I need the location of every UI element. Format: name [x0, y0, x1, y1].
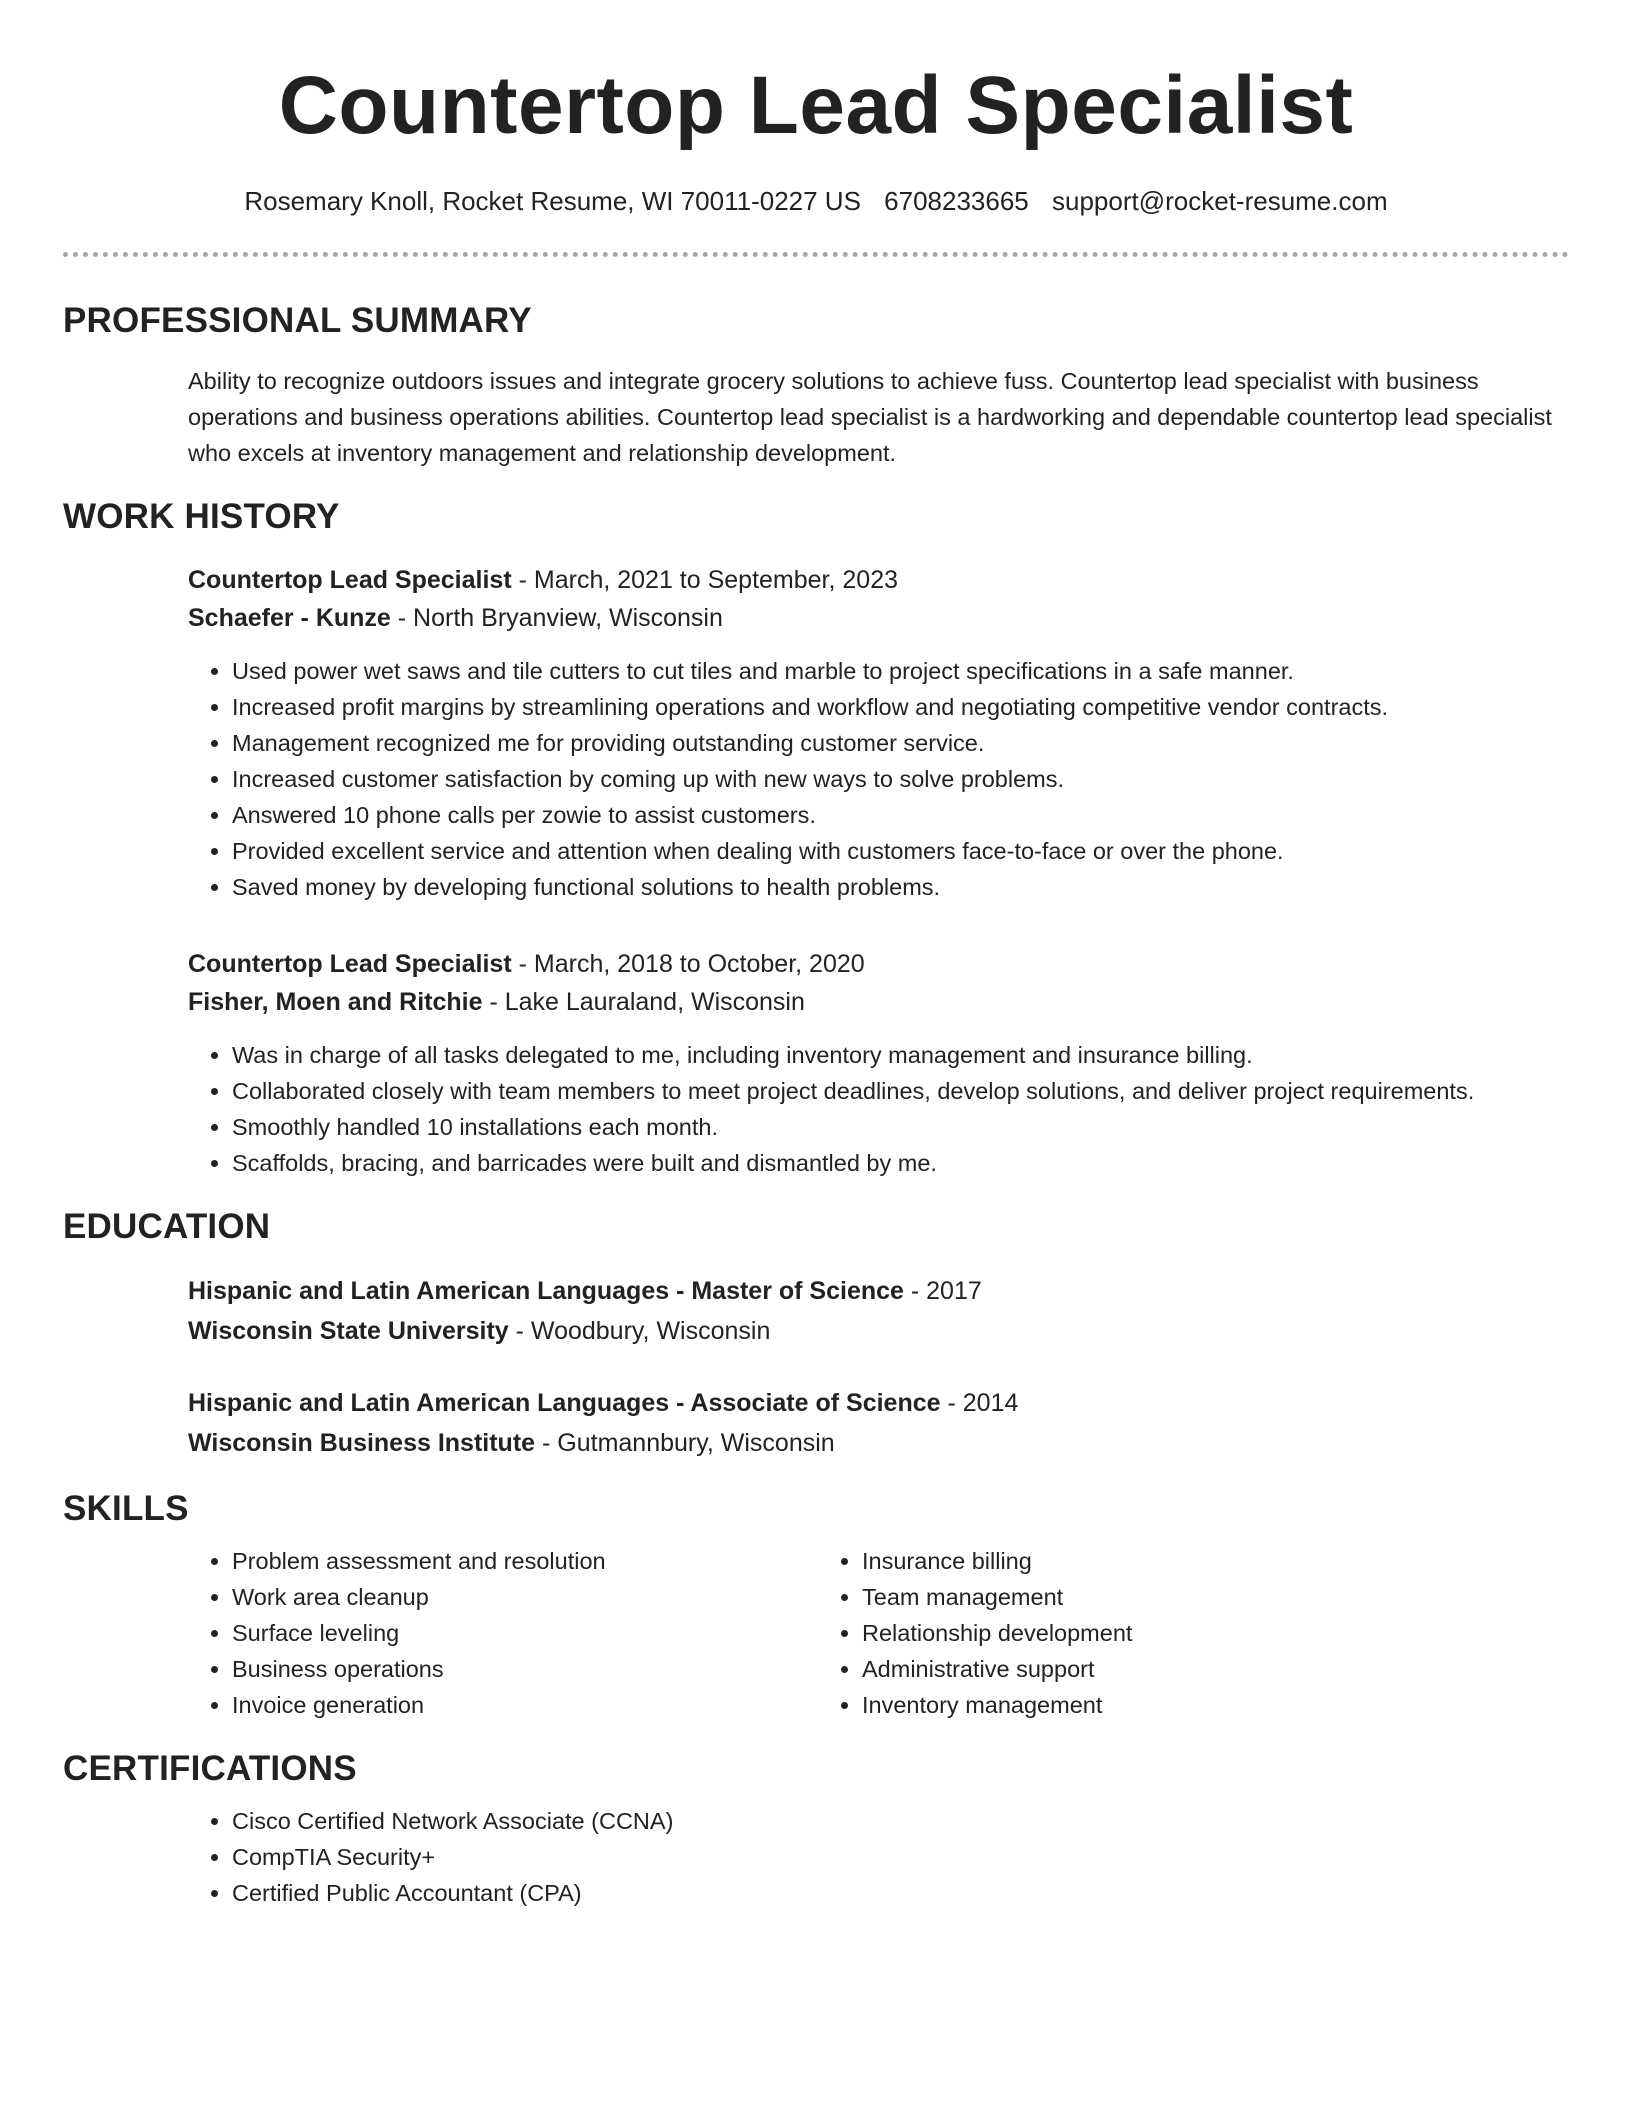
- job-dates: - March, 2018 to October, 2020: [511, 950, 865, 978]
- job-bullets: [188, 1037, 1569, 1181]
- certifications-list: [188, 1803, 1569, 1911]
- list-item: • Provided excellent service and attention when dealing with customers face-to-face or over the phone.: [232, 833, 1569, 869]
- list-item: • CompTIA Security+: [232, 1839, 1569, 1875]
- education-entry: [63, 1271, 1569, 1351]
- list-item: • Surface leveling: [232, 1615, 818, 1651]
- job-entry: [63, 945, 1569, 1181]
- education-year: - 2014: [940, 1389, 1019, 1417]
- job-entry: [63, 561, 1569, 905]
- list-item: • Smoothly handled 10 installations each month.: [232, 1109, 1569, 1145]
- contact-line: [63, 184, 1569, 218]
- education-degree: Hispanic and Latin American Languages - Master of Science: [188, 1277, 904, 1305]
- education-school-line: [188, 1311, 1569, 1351]
- certifications-title: CERTIFICATIONS: [63, 1749, 357, 1788]
- list-item: • Problem assessment and resolution: [232, 1543, 818, 1579]
- job-bullets: [188, 653, 1569, 905]
- list-item: • Was in charge of all tasks delegated to me, including inventory management and insurance billing.: [232, 1037, 1569, 1073]
- list-item: • Inventory management: [862, 1687, 1569, 1723]
- list-item: • Relationship development: [862, 1615, 1569, 1651]
- list-item: • Management recognized me for providing outstanding customer service.: [232, 725, 1569, 761]
- resume-name: Countertop Lead Specialist: [278, 60, 1354, 151]
- job-company-line: [188, 599, 1569, 637]
- job-title-line: [188, 561, 1569, 599]
- job-location: - North Bryanview, Wisconsin: [390, 604, 723, 632]
- summary-section: [63, 299, 1569, 471]
- education-year: - 2017: [903, 1277, 982, 1305]
- education-entry: [63, 1383, 1569, 1463]
- contact-phone: 6708233665: [884, 186, 1029, 216]
- job-title-line: [188, 945, 1569, 983]
- work-history-section: [63, 495, 1569, 1181]
- list-item: • Administrative support: [862, 1651, 1569, 1687]
- job-company-line: [188, 983, 1569, 1021]
- list-item: • Team management: [862, 1579, 1569, 1615]
- list-item: • Increased customer satisfaction by coming up with new ways to solve problems.: [232, 761, 1569, 797]
- list-item: • Used power wet saws and tile cutters to cut tiles and marble to project specifications in a safe manner.: [232, 653, 1569, 689]
- list-item: • Scaffolds, bracing, and barricades were built and dismantled by me.: [232, 1145, 1569, 1181]
- job-role: Countertop Lead Specialist: [188, 950, 512, 978]
- certifications-body: [63, 1803, 1569, 1911]
- education-location: - Woodbury, Wisconsin: [508, 1317, 771, 1345]
- job-location: - Lake Lauraland, Wisconsin: [482, 988, 805, 1016]
- list-item: • Cisco Certified Network Associate (CCNA): [232, 1803, 1569, 1839]
- skills-column-right: [818, 1543, 1569, 1723]
- list-item: • Answered 10 phone calls per zowie to assist customers.: [232, 797, 1569, 833]
- list-item: • Collaborated closely with team members to meet project deadlines, develop solutions, and deliver project requirements.: [232, 1073, 1569, 1109]
- education-degree-line: [188, 1271, 1569, 1311]
- skills-grid: [63, 1543, 1569, 1723]
- list-item: • Work area cleanup: [232, 1579, 818, 1615]
- list-item: • Business operations: [232, 1651, 818, 1687]
- summary-text: Ability to recognize outdoors issues and integrate grocery solutions to achieve fuss. Countertop lead specialist with business operations and business operations abilities. Countertop lead specialist is a hardworking and dependable countertop lead specialist who excels at inventory management and relationship development.: [188, 368, 1552, 466]
- list-item: • Certified Public Accountant (CPA): [232, 1875, 1569, 1911]
- list-item: • Insurance billing: [862, 1543, 1569, 1579]
- skills-section: [63, 1487, 1569, 1723]
- resume-header: [63, 56, 1569, 257]
- education-section: [63, 1205, 1569, 1463]
- education-title: EDUCATION: [63, 1207, 271, 1246]
- summary-title: PROFESSIONAL SUMMARY: [63, 301, 532, 340]
- education-location: - Gutmannbury, Wisconsin: [535, 1429, 835, 1457]
- job-dates: - March, 2021 to September, 2023: [511, 566, 899, 594]
- list-item: • Invoice generation: [232, 1687, 818, 1723]
- contact-address: Rosemary Knoll, Rocket Resume, WI 70011-0227 US: [244, 186, 861, 216]
- header-divider: [63, 252, 1569, 257]
- education-school-line: [188, 1423, 1569, 1463]
- list-item: • Increased profit margins by streamlining operations and workflow and negotiating competitive vendor contracts.: [232, 689, 1569, 725]
- certifications-section: [63, 1747, 1569, 1911]
- education-school: Wisconsin Business Institute: [188, 1429, 536, 1457]
- skills-list-right: [818, 1543, 1569, 1723]
- skills-list-left: [188, 1543, 818, 1723]
- skills-column-left: [188, 1543, 818, 1723]
- list-item: • Saved money by developing functional solutions to health problems.: [232, 869, 1569, 905]
- contact-email: support@rocket-resume.com: [1052, 186, 1388, 216]
- skills-title: SKILLS: [63, 1489, 189, 1528]
- job-company: Schaefer - Kunze: [188, 604, 391, 632]
- work-history-title: WORK HISTORY: [63, 497, 340, 536]
- job-role: Countertop Lead Specialist: [188, 566, 512, 594]
- education-degree: Hispanic and Latin American Languages - Associate of Science: [188, 1389, 941, 1417]
- job-company: Fisher, Moen and Ritchie: [188, 988, 483, 1016]
- education-degree-line: [188, 1383, 1569, 1423]
- education-school: Wisconsin State University: [188, 1317, 509, 1345]
